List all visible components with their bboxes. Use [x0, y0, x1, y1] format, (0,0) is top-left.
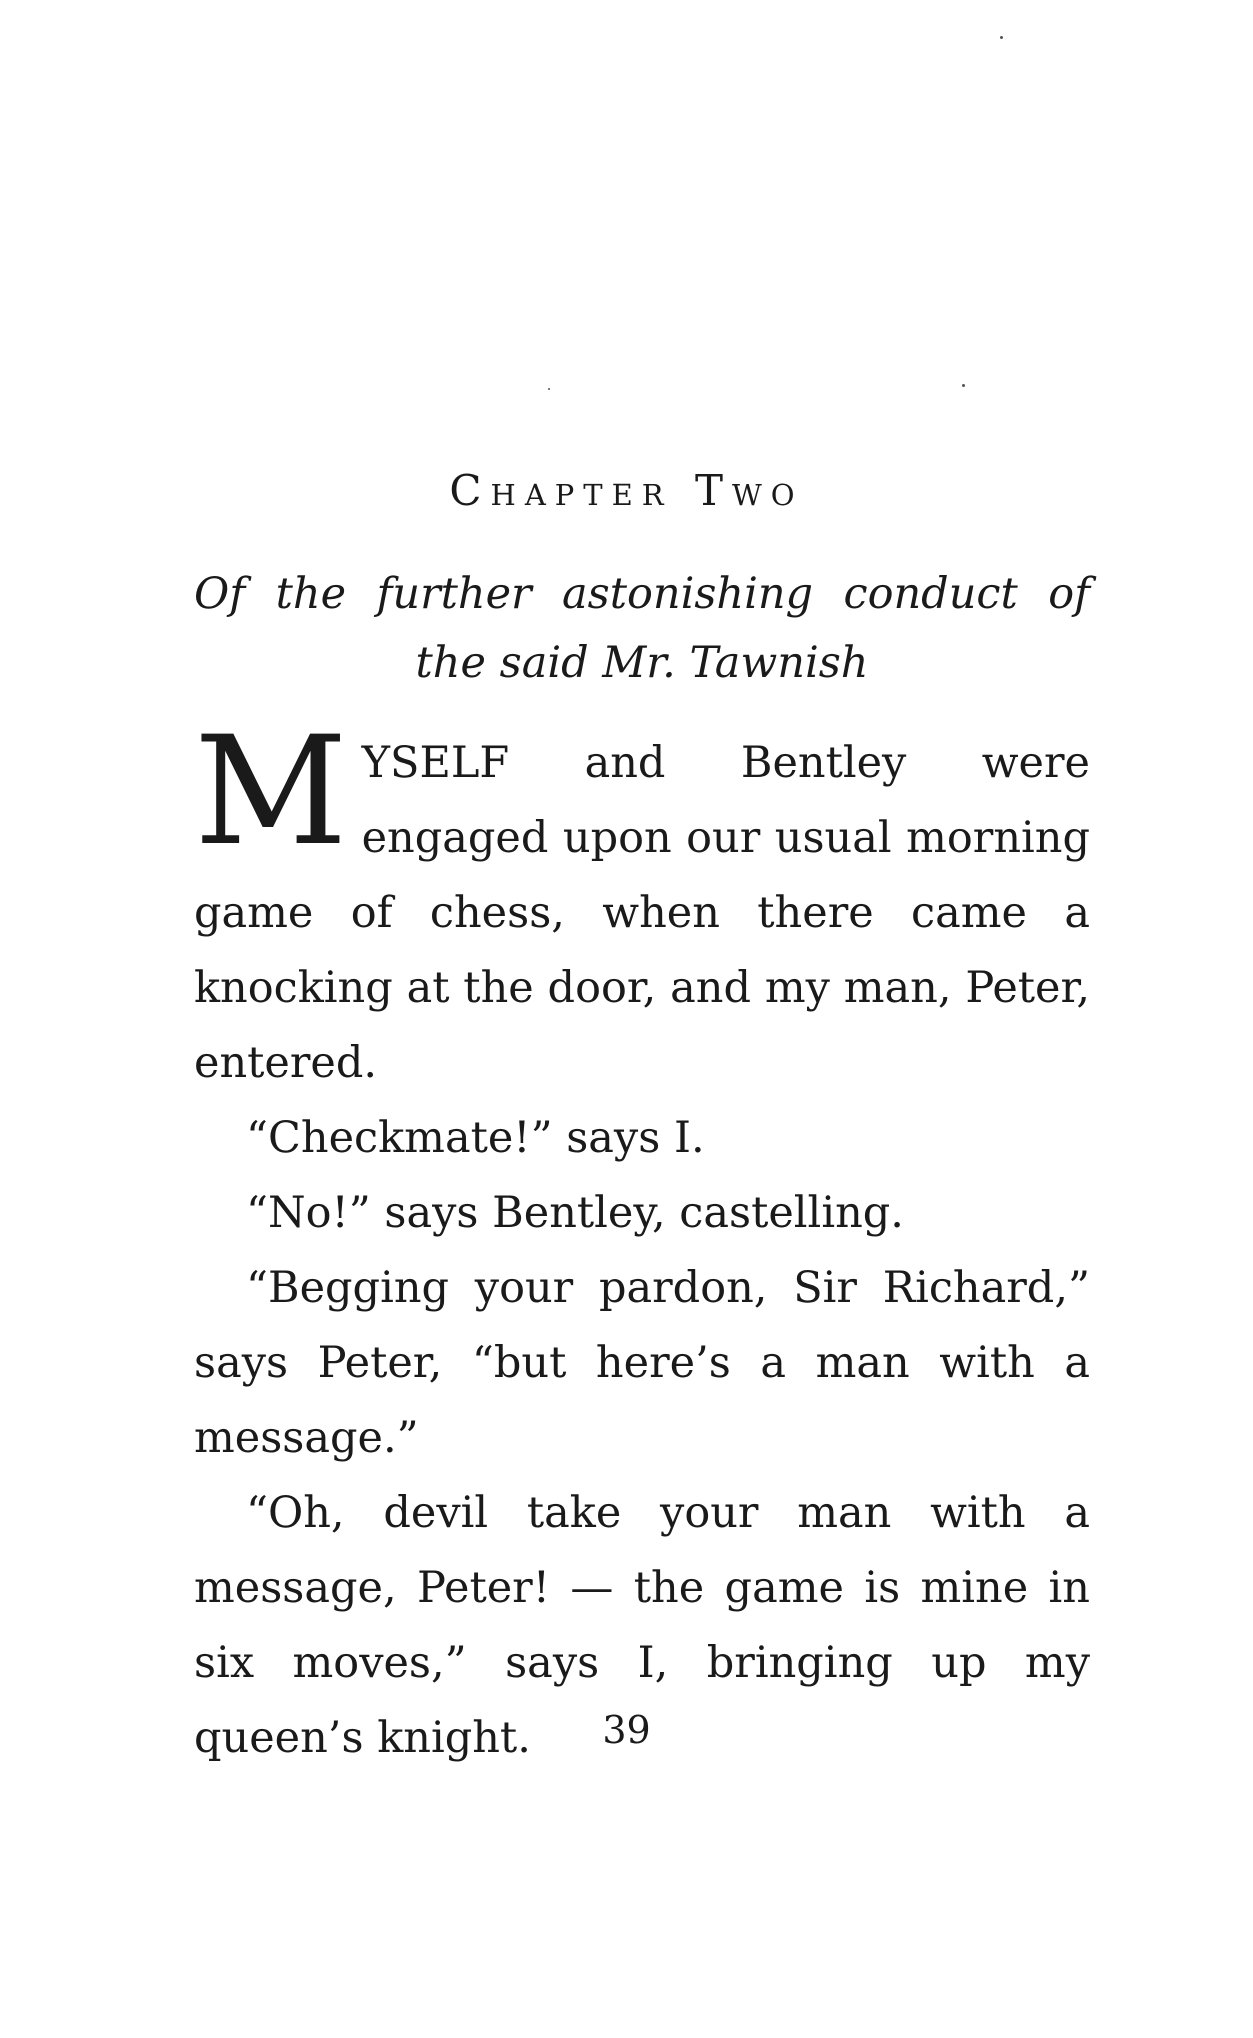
- opening-paragraph: [194, 705, 1090, 1101]
- page-number: 39: [602, 1708, 651, 1752]
- print-speck: [1000, 36, 1003, 39]
- chapter-heading: Chapter Two: [449, 466, 804, 515]
- opening-caps: YSELF: [361, 738, 510, 788]
- drop-cap: M: [194, 705, 348, 879]
- paragraph: “Begging your pardon, Sir Richard,” says Peter, “but here’s a man with a message.”: [194, 1263, 1090, 1463]
- chapter-subtitle: Of the further astonishing conduct of the said Mr. Tawnish: [194, 569, 1090, 688]
- chapter-body: [194, 705, 1090, 1776]
- paragraph: “Oh, devil take your man with a message, Peter! — the game is mine in six moves,” says I, bringing up my queen’s knight.: [194, 1488, 1090, 1763]
- print-speck: [548, 388, 550, 390]
- opening-text: and Bentley were engaged upon our usual morning game of chess, when there came a knocking at the door, and my man, Peter, entered.: [194, 738, 1090, 1088]
- print-speck: [962, 384, 965, 387]
- paragraph: “Checkmate!” says I.: [246, 1113, 705, 1163]
- paragraph: “No!” says Bentley, castelling.: [246, 1188, 904, 1238]
